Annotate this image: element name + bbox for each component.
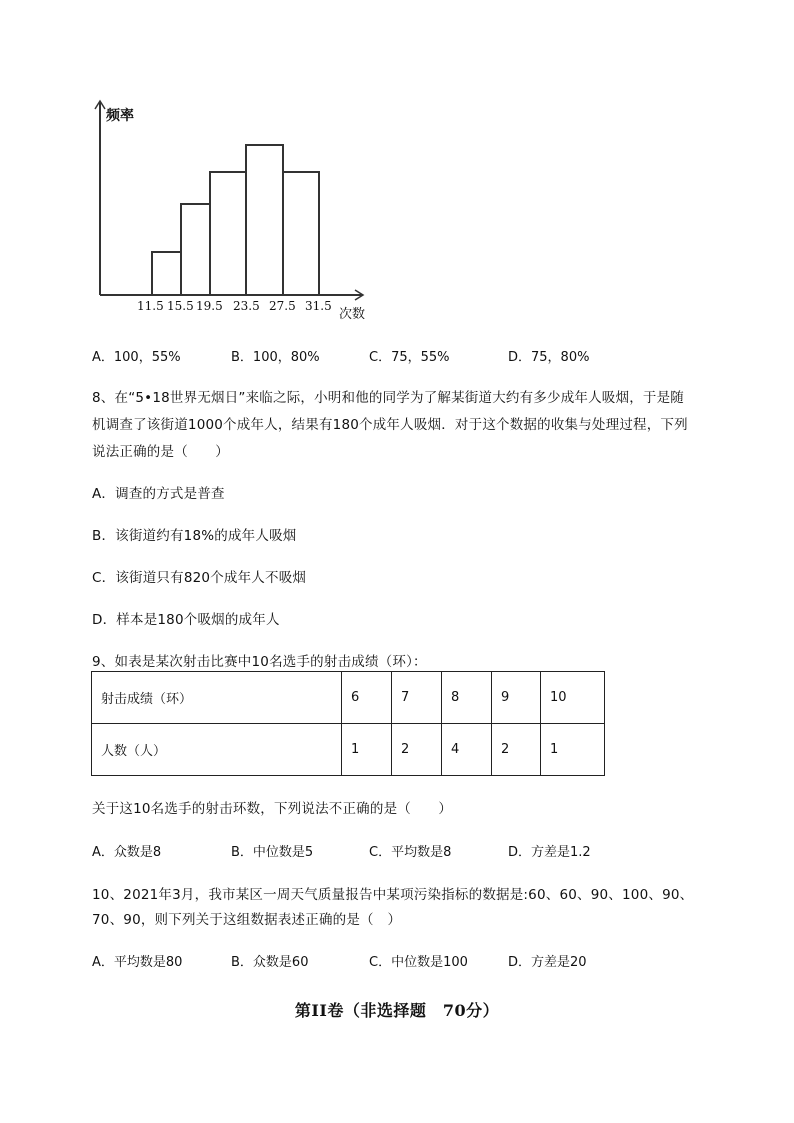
q8-stem-line-3: 说法正确的是（ ） xyxy=(92,444,229,460)
bar-11.5-15.5 xyxy=(152,252,181,295)
q9-option-a[interactable]: A．众数是8 xyxy=(92,845,162,860)
x-tick-label: 19.5 xyxy=(196,299,223,313)
table-cell: 6 xyxy=(342,672,392,724)
q7-option-a[interactable]: A．100，55% xyxy=(92,350,181,365)
shooting-score-table xyxy=(91,671,605,776)
bar-27.5-31.5 xyxy=(283,172,319,295)
bar-15.5-19.5 xyxy=(181,204,210,295)
section-title: 第II卷（非选择题 70分） xyxy=(294,1001,500,1020)
q9-option-d[interactable]: D．方差是1.2 xyxy=(508,845,591,860)
table-cell: 7 xyxy=(392,672,442,724)
q7-option-b[interactable]: B．100，80% xyxy=(231,350,320,365)
table-cell: 2 xyxy=(392,724,442,776)
table-cell: 1 xyxy=(342,724,392,776)
q8-option-a[interactable]: A．调查的方式是普查 xyxy=(92,486,225,502)
q9-option-c[interactable]: C．平均数是8 xyxy=(369,845,452,860)
q10-option-b[interactable]: B．众数是60 xyxy=(231,955,309,970)
table-row xyxy=(92,724,605,776)
table-cell: 10 xyxy=(541,672,605,724)
bar-23.5-27.5 xyxy=(246,145,283,295)
q9-option-b[interactable]: B．中位数是5 xyxy=(231,845,314,860)
histogram-bars xyxy=(152,145,319,295)
table-cell: 4 xyxy=(442,724,492,776)
frequency-histogram xyxy=(90,96,380,326)
x-tick-label: 23.5 xyxy=(233,299,260,313)
q10-stem-line-2: 70、90，则下列关于这组数据表述正确的是（ ） xyxy=(92,912,402,928)
q8-option-c[interactable]: C．该街道只有820个成年人不吸烟 xyxy=(92,570,307,586)
q9-question: 关于这10名选手的射击环数，下列说法不正确的是（ ） xyxy=(92,801,453,817)
x-tick-label: 11.5 xyxy=(137,299,164,313)
q7-option-d[interactable]: D．75，80% xyxy=(508,350,590,365)
table-cell: 8 xyxy=(442,672,492,724)
q7-option-c[interactable]: C．75，55% xyxy=(369,350,450,365)
y-axis-label: 频率 xyxy=(106,108,134,124)
q10-option-d[interactable]: D．方差是20 xyxy=(508,955,587,970)
q9-stem: 9、如表是某次射击比赛中10名选手的射击成绩（环）： xyxy=(92,654,427,670)
q10-option-c[interactable]: C．中位数是100 xyxy=(369,955,468,970)
row-header: 射击成绩（环） xyxy=(92,672,342,724)
table-cell: 2 xyxy=(492,724,541,776)
q10-option-a[interactable]: A．平均数是80 xyxy=(92,955,183,970)
row-header: 人数（人） xyxy=(92,724,342,776)
q8-stem-line-1: 8、在“5•18世界无烟日”来临之际，小明和他的同学为了解某街道大约有多少成年人吸烟，于是随 xyxy=(92,390,685,406)
table-cell: 1 xyxy=(541,724,605,776)
q8-option-d[interactable]: D．样本是180个吸烟的成年人 xyxy=(92,612,280,628)
x-tick-label: 15.5 xyxy=(167,299,194,313)
x-axis-label: 次数 xyxy=(339,307,366,322)
q8-option-b[interactable]: B．该街道约有18%的成年人吸烟 xyxy=(92,528,297,544)
histogram-svg xyxy=(90,96,380,326)
table-row xyxy=(92,672,605,724)
x-tick-label: 31.5 xyxy=(305,299,332,313)
x-tick-label: 27.5 xyxy=(269,299,296,313)
table-cell: 9 xyxy=(492,672,541,724)
bar-19.5-23.5 xyxy=(210,172,246,295)
q10-stem-line-1: 10、2021年3月，我市某区一周天气质量报告中某项污染指标的数据是:60、60、90、100、90、 xyxy=(92,887,694,903)
q8-stem-line-2: 机调查了该街道1000个成年人，结果有180个成年人吸烟．对于这个数据的收集与处理过程，下列 xyxy=(92,417,688,433)
